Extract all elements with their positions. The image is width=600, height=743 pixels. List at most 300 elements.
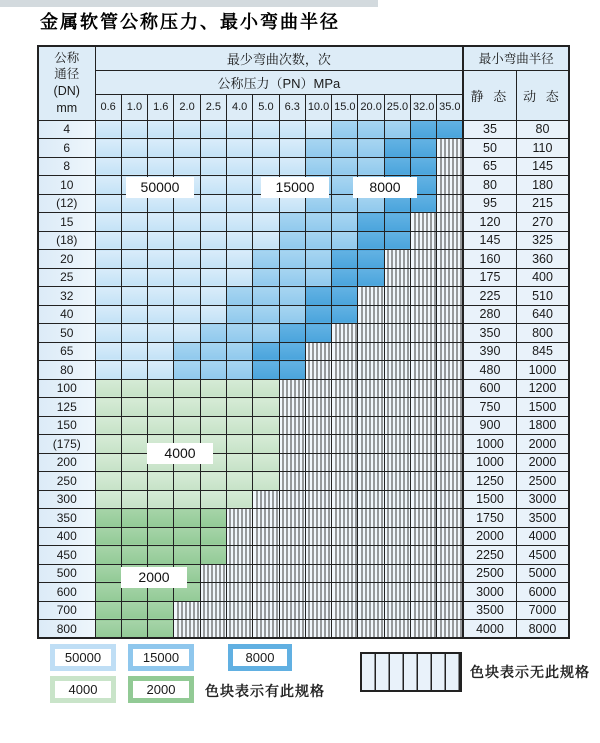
static-radius-cell: 750 — [463, 398, 516, 417]
static-radius-cell: 160 — [463, 250, 516, 269]
no-spec-cell — [358, 620, 384, 639]
table-row — [38, 231, 569, 250]
no-spec-cell — [305, 342, 331, 361]
spec-available-cell — [305, 250, 331, 269]
spec-available-cell — [253, 435, 279, 454]
corner-line: mm — [56, 101, 78, 116]
no-spec-cell — [411, 416, 437, 435]
no-spec-cell — [174, 601, 200, 620]
no-spec-cell — [332, 527, 358, 546]
corner-line: 公称 — [54, 50, 80, 65]
dn-cell: (18) — [38, 231, 95, 250]
no-spec-cell — [305, 416, 331, 435]
spec-available-cell — [358, 139, 384, 158]
no-spec-cell — [279, 490, 305, 509]
spec-available-cell — [253, 139, 279, 158]
no-spec-cell — [226, 601, 252, 620]
table-row — [38, 139, 569, 158]
spec-available-cell — [95, 361, 121, 380]
spec-available-cell — [148, 546, 174, 565]
table-row — [38, 379, 569, 398]
dn-cell: 40 — [38, 305, 95, 324]
no-spec-cell — [332, 620, 358, 639]
static-column-header: 静 态 — [463, 70, 516, 120]
zone-label-2000: 2000 — [121, 567, 187, 588]
static-radius-cell: 2000 — [463, 527, 516, 546]
no-spec-cell — [411, 268, 437, 287]
spec-available-cell — [121, 527, 147, 546]
dn-cell: 65 — [38, 342, 95, 361]
spec-available-cell — [279, 213, 305, 232]
no-spec-cell — [411, 305, 437, 324]
dynamic-radius-cell: 110 — [516, 139, 569, 158]
no-spec-cell — [411, 287, 437, 306]
dynamic-radius-cell: 1500 — [516, 398, 569, 417]
static-radius-cell: 35 — [463, 120, 516, 139]
static-radius-cell: 1500 — [463, 490, 516, 509]
spec-available-cell — [200, 157, 226, 176]
dn-cell: 25 — [38, 268, 95, 287]
no-spec-cell — [437, 194, 463, 213]
spec-available-cell — [95, 509, 121, 528]
no-spec-cell — [437, 509, 463, 528]
static-radius-cell: 225 — [463, 287, 516, 306]
spec-available-cell — [200, 268, 226, 287]
no-spec-cell — [384, 324, 410, 343]
spec-available-cell — [148, 509, 174, 528]
spec-available-cell — [121, 231, 147, 250]
spec-available-cell — [332, 120, 358, 139]
table-row — [38, 398, 569, 417]
spec-available-cell — [121, 268, 147, 287]
spec-available-cell — [200, 231, 226, 250]
spec-available-cell — [226, 213, 252, 232]
dn-cell: 700 — [38, 601, 95, 620]
no-spec-cell — [226, 583, 252, 602]
dn-cell: 800 — [38, 620, 95, 639]
no-spec-cell — [384, 564, 410, 583]
dynamic-radius-cell: 1000 — [516, 361, 569, 380]
spec-available-cell — [305, 157, 331, 176]
table-row — [38, 120, 569, 139]
dn-cell: 15 — [38, 213, 95, 232]
no-spec-cell — [332, 583, 358, 602]
no-spec-cell — [305, 620, 331, 639]
spec-available-cell — [174, 472, 200, 491]
page-title: 金属软管公称压力、最小弯曲半径 — [40, 12, 340, 32]
dynamic-radius-cell: 325 — [516, 231, 569, 250]
spec-available-cell — [95, 527, 121, 546]
spec-available-cell — [174, 120, 200, 139]
spec-available-cell — [95, 416, 121, 435]
spec-available-cell — [279, 324, 305, 343]
spec-available-cell — [226, 287, 252, 306]
no-spec-cell — [411, 472, 437, 491]
spec-available-cell — [121, 601, 147, 620]
spec-available-cell — [121, 546, 147, 565]
no-spec-cell — [384, 546, 410, 565]
table-row — [38, 268, 569, 287]
dynamic-radius-cell: 5000 — [516, 564, 569, 583]
table-row — [38, 324, 569, 343]
dn-cell: 4 — [38, 120, 95, 139]
dynamic-radius-cell: 80 — [516, 120, 569, 139]
dynamic-radius-cell: 800 — [516, 324, 569, 343]
table-row — [38, 416, 569, 435]
spec-available-cell — [95, 213, 121, 232]
spec-available-cell — [279, 268, 305, 287]
no-spec-cell — [332, 453, 358, 472]
no-spec-cell — [437, 213, 463, 232]
no-spec-cell — [384, 250, 410, 269]
no-spec-cell — [411, 324, 437, 343]
no-spec-cell — [384, 601, 410, 620]
static-radius-cell: 280 — [463, 305, 516, 324]
static-radius-cell: 4000 — [463, 620, 516, 639]
spec-available-cell — [200, 250, 226, 269]
spec-available-cell — [95, 601, 121, 620]
spec-available-cell — [95, 250, 121, 269]
spec-available-cell — [226, 268, 252, 287]
static-radius-cell: 1250 — [463, 472, 516, 491]
spec-available-cell — [253, 361, 279, 380]
no-spec-cell — [279, 564, 305, 583]
spec-available-cell — [332, 250, 358, 269]
table-row — [38, 527, 569, 546]
spec-available-cell — [148, 361, 174, 380]
spec-available-cell — [95, 231, 121, 250]
spec-available-cell — [148, 287, 174, 306]
spec-available-cell — [226, 120, 252, 139]
pressure-column-header: 20.0 — [358, 94, 384, 120]
spec-available-cell — [95, 176, 121, 195]
spec-available-cell — [121, 287, 147, 306]
legend-swatch-15000: 15000 — [128, 644, 194, 671]
pressure-column-header: 4.0 — [226, 94, 252, 120]
static-radius-cell: 900 — [463, 416, 516, 435]
no-spec-cell — [358, 287, 384, 306]
no-spec-cell — [411, 509, 437, 528]
spec-available-cell — [253, 342, 279, 361]
spec-available-cell — [279, 361, 305, 380]
dynamic-radius-cell: 640 — [516, 305, 569, 324]
no-spec-cell — [358, 379, 384, 398]
spec-available-cell — [95, 120, 121, 139]
spec-available-cell — [200, 305, 226, 324]
no-spec-cell — [411, 342, 437, 361]
no-spec-cell — [384, 379, 410, 398]
spec-available-cell — [121, 213, 147, 232]
no-spec-cell — [358, 305, 384, 324]
spec-available-cell — [358, 250, 384, 269]
no-spec-cell — [200, 601, 226, 620]
spec-available-cell — [174, 287, 200, 306]
spec-available-cell — [226, 305, 252, 324]
spec-available-cell — [253, 268, 279, 287]
static-radius-cell: 3000 — [463, 583, 516, 602]
static-radius-cell: 145 — [463, 231, 516, 250]
spec-available-cell — [200, 176, 226, 195]
spec-available-cell — [200, 213, 226, 232]
no-spec-cell — [358, 342, 384, 361]
no-spec-cell — [437, 379, 463, 398]
no-spec-cell — [358, 361, 384, 380]
no-spec-cell — [332, 416, 358, 435]
spec-available-cell — [279, 120, 305, 139]
static-radius-cell: 600 — [463, 379, 516, 398]
spec-available-cell — [226, 157, 252, 176]
no-spec-cell — [437, 564, 463, 583]
no-spec-cell — [279, 601, 305, 620]
dn-cell: 400 — [38, 527, 95, 546]
no-spec-cell — [384, 527, 410, 546]
no-spec-cell — [279, 435, 305, 454]
no-spec-cell — [411, 490, 437, 509]
no-spec-cell — [384, 416, 410, 435]
spec-available-cell — [148, 231, 174, 250]
spec-available-cell — [253, 305, 279, 324]
dynamic-radius-cell: 180 — [516, 176, 569, 195]
no-spec-cell — [437, 527, 463, 546]
no-spec-cell — [437, 250, 463, 269]
no-spec-cell — [437, 398, 463, 417]
spec-available-cell — [358, 213, 384, 232]
no-spec-cell — [384, 305, 410, 324]
pressure-column-header: 2.5 — [200, 94, 226, 120]
spec-available-cell — [121, 398, 147, 417]
spec-available-cell — [226, 416, 252, 435]
spec-available-cell — [305, 287, 331, 306]
dynamic-radius-cell: 510 — [516, 287, 569, 306]
no-spec-cell — [358, 435, 384, 454]
no-spec-cell — [358, 583, 384, 602]
spec-available-cell — [226, 379, 252, 398]
dn-cell: 600 — [38, 583, 95, 602]
no-spec-cell — [411, 379, 437, 398]
spec-available-cell — [200, 527, 226, 546]
no-spec-cell — [332, 564, 358, 583]
spec-available-cell — [121, 435, 147, 454]
dynamic-radius-cell: 2500 — [516, 472, 569, 491]
no-spec-cell — [411, 453, 437, 472]
spec-available-cell — [148, 157, 174, 176]
spec-available-cell — [121, 379, 147, 398]
dynamic-radius-cell: 8000 — [516, 620, 569, 639]
spec-available-cell — [279, 250, 305, 269]
static-radius-cell: 480 — [463, 361, 516, 380]
spec-available-cell — [121, 139, 147, 158]
dynamic-radius-cell: 400 — [516, 268, 569, 287]
no-spec-cell — [305, 361, 331, 380]
spec-available-cell — [121, 361, 147, 380]
no-spec-cell — [253, 601, 279, 620]
spec-available-cell — [95, 620, 121, 639]
legend-swatch-2000: 2000 — [128, 676, 194, 703]
no-spec-cell — [358, 472, 384, 491]
spec-available-cell — [226, 250, 252, 269]
dynamic-radius-cell: 7000 — [516, 601, 569, 620]
dn-cell: 20 — [38, 250, 95, 269]
dn-cell: 32 — [38, 287, 95, 306]
spec-available-cell — [95, 435, 121, 454]
dynamic-radius-cell: 2000 — [516, 435, 569, 454]
spec-available-cell — [95, 379, 121, 398]
dynamic-radius-cell: 215 — [516, 194, 569, 213]
pressure-column-header: 2.0 — [174, 94, 200, 120]
no-spec-cell — [437, 287, 463, 306]
no-spec-cell — [358, 527, 384, 546]
spec-table — [37, 45, 570, 639]
dn-cell: 8 — [38, 157, 95, 176]
no-spec-cell — [279, 509, 305, 528]
table-row — [38, 250, 569, 269]
no-spec-cell — [279, 620, 305, 639]
no-spec-cell — [411, 601, 437, 620]
no-spec-cell — [437, 305, 463, 324]
no-spec-cell — [279, 453, 305, 472]
spec-available-cell — [148, 601, 174, 620]
spec-available-cell — [305, 213, 331, 232]
spec-available-cell — [121, 324, 147, 343]
spec-available-cell — [200, 490, 226, 509]
spec-available-cell — [200, 361, 226, 380]
no-spec-cell — [384, 287, 410, 306]
no-spec-cell — [279, 398, 305, 417]
no-spec-cell — [411, 620, 437, 639]
no-spec-cell — [437, 231, 463, 250]
static-radius-cell: 350 — [463, 324, 516, 343]
no-spec-cell — [253, 527, 279, 546]
no-spec-cell — [411, 564, 437, 583]
spec-available-cell — [121, 250, 147, 269]
no-spec-cell — [332, 435, 358, 454]
dynamic-radius-cell: 2000 — [516, 453, 569, 472]
no-spec-cell — [226, 620, 252, 639]
spec-available-cell — [200, 398, 226, 417]
no-spec-cell — [437, 620, 463, 639]
spec-available-cell — [148, 139, 174, 158]
spec-available-cell — [174, 305, 200, 324]
table-row — [38, 435, 569, 454]
no-spec-cell — [279, 416, 305, 435]
no-spec-cell — [384, 361, 410, 380]
dynamic-radius-cell: 270 — [516, 213, 569, 232]
spec-available-cell — [358, 157, 384, 176]
spec-available-cell — [174, 398, 200, 417]
spec-available-cell — [305, 231, 331, 250]
spec-available-cell — [95, 490, 121, 509]
no-spec-cell — [437, 342, 463, 361]
spec-available-cell — [174, 268, 200, 287]
spec-available-cell — [148, 490, 174, 509]
no-spec-cell — [253, 490, 279, 509]
dynamic-radius-cell: 1200 — [516, 379, 569, 398]
no-spec-cell — [279, 472, 305, 491]
spec-table-wrapper — [37, 45, 568, 639]
no-spec-cell — [332, 379, 358, 398]
spec-available-cell — [200, 194, 226, 213]
no-spec-cell — [332, 509, 358, 528]
no-spec-cell — [437, 546, 463, 565]
pressure-column-header: 35.0 — [437, 94, 463, 120]
dynamic-radius-cell: 4000 — [516, 527, 569, 546]
static-radius-cell: 80 — [463, 176, 516, 195]
spec-available-cell — [174, 546, 200, 565]
no-spec-cell — [358, 564, 384, 583]
no-spec-cell — [253, 546, 279, 565]
no-spec-cell — [437, 176, 463, 195]
no-spec-cell — [384, 620, 410, 639]
no-spec-cell — [437, 472, 463, 491]
spec-available-cell — [95, 139, 121, 158]
corner-line: 通径 — [54, 67, 80, 82]
spec-available-cell — [95, 472, 121, 491]
no-spec-cell — [226, 527, 252, 546]
no-spec-cell — [411, 213, 437, 232]
table-row — [38, 583, 569, 602]
table-row — [38, 213, 569, 232]
legend-has-spec-note: 色块表示有此规格 — [205, 683, 325, 699]
no-spec-cell — [384, 472, 410, 491]
static-radius-cell: 50 — [463, 139, 516, 158]
spec-available-cell — [95, 583, 121, 602]
min-bend-radius-header: 最小弯曲半径 — [463, 46, 569, 70]
spec-available-cell — [411, 120, 437, 139]
pressure-column-header: 32.0 — [411, 94, 437, 120]
spec-available-cell — [121, 342, 147, 361]
no-spec-cell — [384, 342, 410, 361]
spec-available-cell — [174, 231, 200, 250]
static-radius-cell: 175 — [463, 268, 516, 287]
spec-available-cell — [95, 453, 121, 472]
dynamic-radius-cell: 4500 — [516, 546, 569, 565]
spec-available-cell — [95, 564, 121, 583]
dynamic-column-header: 动 态 — [516, 70, 569, 120]
table-row — [38, 287, 569, 306]
corner-line: (DN) — [53, 84, 80, 99]
spec-available-cell — [279, 139, 305, 158]
dynamic-radius-cell: 1800 — [516, 416, 569, 435]
spec-available-cell — [200, 379, 226, 398]
spec-available-cell — [148, 250, 174, 269]
spec-available-cell — [148, 268, 174, 287]
table-row — [38, 361, 569, 380]
no-spec-cell — [305, 509, 331, 528]
spec-available-cell — [253, 379, 279, 398]
dn-cell: 200 — [38, 453, 95, 472]
spec-available-cell — [253, 398, 279, 417]
spec-available-cell — [253, 250, 279, 269]
spec-available-cell — [411, 139, 437, 158]
dn-cell: (175) — [38, 435, 95, 454]
no-spec-cell — [332, 342, 358, 361]
legend-no-spec-note: 色块表示无此规格 — [470, 664, 590, 680]
no-spec-cell — [358, 324, 384, 343]
spec-available-cell — [95, 287, 121, 306]
corner-header — [38, 46, 95, 120]
spec-available-cell — [253, 120, 279, 139]
no-spec-cell — [279, 379, 305, 398]
spec-available-cell — [226, 472, 252, 491]
spec-available-cell — [358, 231, 384, 250]
dn-cell: 10 — [38, 176, 95, 195]
dn-cell: (12) — [38, 194, 95, 213]
no-spec-cell — [358, 490, 384, 509]
no-spec-cell — [253, 620, 279, 639]
no-spec-cell — [332, 398, 358, 417]
no-spec-cell — [305, 398, 331, 417]
static-radius-cell: 2250 — [463, 546, 516, 565]
